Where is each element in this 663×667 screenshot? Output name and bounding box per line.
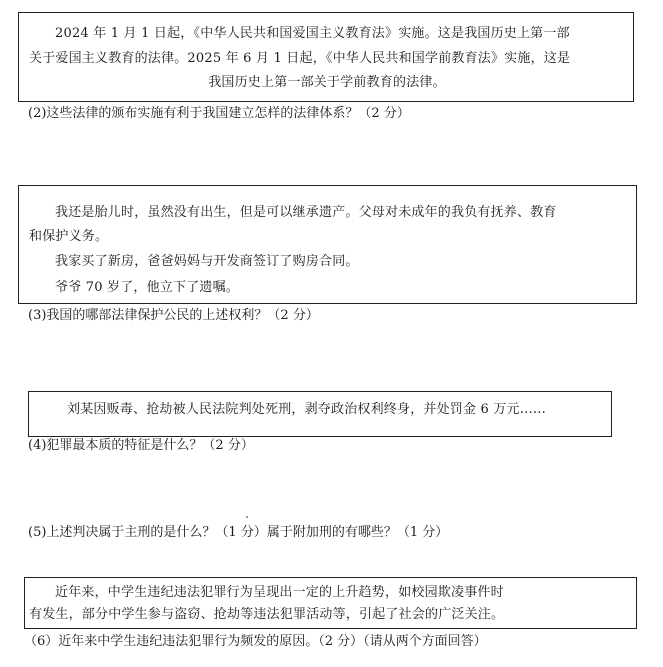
juvenile-crime-box	[24, 577, 637, 629]
question-3: (3)我国的哪部法律保护公民的上述权利？（2 分）	[28, 308, 319, 323]
scan-dot	[246, 516, 248, 518]
rights-scenario-box	[18, 185, 637, 304]
juvenile-line-2: 有发生，部分中学生参与盗窃、抢劫等违法犯罪活动等，引起了社会的广泛关注。	[29, 607, 505, 622]
question-6: （6）近年来中学生违纪违法犯罪行为频发的原因。（2 分）（请从两个方面回答）	[24, 634, 487, 649]
verdict-line: 刘某因贩毒、抢劫被人民法院判处死刑，剥夺政治权利终身，并处罚金 6 万元……	[67, 402, 547, 417]
question-2: (2)这些法律的颁布实施有利于我国建立怎样的法律体系？（2 分）	[28, 106, 410, 121]
scenario-line-4: 爷爷 70 岁了，他立下了遗嘱。	[55, 280, 240, 295]
question-4: (4)犯罪最本质的特征是什么？（2 分）	[28, 438, 254, 453]
law-passage-line-3: 我国历史上第一部关于学前教育的法律。	[208, 75, 446, 90]
law-passage-line-1: 2024 年 1 月 1 日起，《中华人民共和国爱国主义教育法》实施。这是我国历史上第一部	[55, 26, 570, 41]
verdict-box	[28, 391, 612, 437]
question-5: (5)上述判决属于主刑的是什么？（1 分）属于附加刑的有哪些？（1 分）	[28, 525, 449, 540]
juvenile-line-1: 近年来，中学生违纪违法犯罪行为呈现出一定的上升趋势，如校园欺凌事件时	[55, 585, 504, 600]
law-passage-line-2: 关于爱国主义教育的法律。2025 年 6 月 1 日起，《中华人民共和国学前教育法》实施，这是	[29, 51, 571, 66]
scenario-line-3: 我家买了新房，爸爸妈妈与开发商签订了购房合同。	[55, 254, 359, 269]
scenario-line-2: 和保护义务。	[29, 229, 109, 244]
scenario-line-1: 我还是胎儿时，虽然没有出生，但是可以继承遗产。父母对未成年的我负有抚养、教育	[55, 205, 557, 220]
law-passage-box	[18, 12, 634, 102]
